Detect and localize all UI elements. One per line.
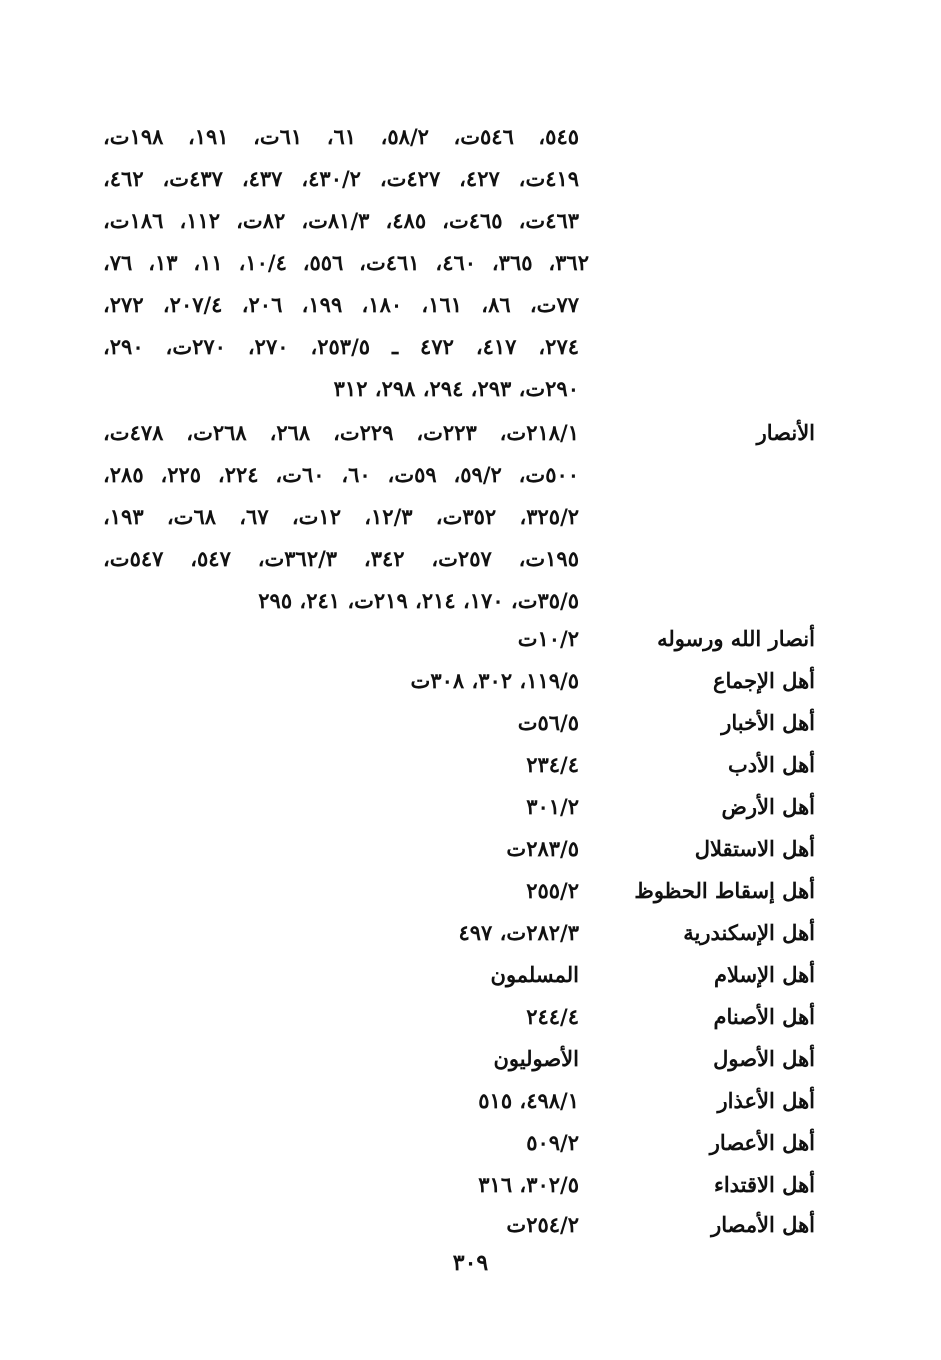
index-refs: ١٠/٢ت	[517, 626, 579, 651]
index-term: أهل إسقاط الحظوظ	[634, 878, 815, 903]
continuation-line: ٢٧٤، ٤١٧، ٤٧٢ ـ ٢٥٣/٥، ٢٧٠، ٢٧٠ت، ٢٩٠،	[103, 334, 580, 359]
continuation-line: ٥٤٥، ٥٤٦ت، ٥٨/٢، ٦١، ٦١ت، ١٩١، ١٩٨ت،	[103, 124, 580, 149]
index-refs: ٢٣٤/٤	[526, 752, 579, 777]
index-term: أهل الأخبار	[721, 710, 815, 735]
index-term: أهل الاستقلال	[694, 836, 815, 861]
continuation-line: ٢٩٠ت، ٢٩٣، ٢٩٤، ٢٩٨، ٣١٢	[333, 376, 579, 401]
index-refs: الأصوليون	[493, 1046, 579, 1071]
index-term: أهل الأعصار	[709, 1130, 815, 1155]
index-term: أهل الإسكندرية	[683, 920, 815, 945]
index-term: أهل الأرض	[721, 794, 815, 819]
ansar-refs-line: ٥٠٠ت، ٥٩/٢، ٥٩ت، ٦٠، ٦٠ت، ٢٢٤، ٢٢٥، ٢٨٥،	[103, 462, 580, 487]
index-term: أهل الأصنام	[713, 1004, 815, 1029]
index-term: أهل الأدب	[727, 752, 815, 777]
ansar-refs-line: ١٩٥ت، ٢٥٧ت، ٣٤٢، ٣٦٢/٣ت، ٥٤٧، ٥٤٧ت،	[103, 546, 579, 571]
index-refs: ٥٠٩/٢	[526, 1130, 579, 1155]
index-term: أهل الأصول	[713, 1046, 815, 1071]
index-refs: ٥٦/٥ت	[517, 710, 579, 735]
continuation-line: ٤٦٣ت، ٤٦٥ت، ٤٨٥، ٨١/٣ت، ٨٢ت، ١١٢، ١٨٦ت،	[103, 208, 580, 233]
index-refs: ٢٨٢/٣ت، ٤٩٧	[458, 920, 579, 945]
index-term: أهل الأمصار	[711, 1212, 815, 1237]
index-refs: ٢٥٥/٢	[526, 878, 579, 903]
index-refs: ٤٩٨/١، ٥١٥	[478, 1088, 579, 1113]
index-refs: ١١٩/٥، ٣٠٢، ٣٠٨ت	[410, 668, 579, 693]
index-refs: ٢٤٤/٤	[526, 1004, 579, 1029]
ansar-refs-line: ٣٢٥/٢، ٣٥٢ت، ١٢/٣، ١٢ت، ٦٧، ٦٨ت، ١٩٣،	[103, 504, 580, 529]
page-number: ٣٠٩	[452, 1250, 489, 1276]
index-term: أنصار الله ورسوله	[657, 626, 815, 651]
index-refs: ٣٠١/٢	[526, 794, 579, 819]
continuation-line: ٤١٩ت، ٤٢٧، ٤٢٧ت، ٤٣٠/٢، ٤٣٧، ٤٣٧ت، ٤٦٢،	[103, 166, 580, 191]
index-term: أهل الإسلام	[713, 962, 815, 987]
continuation-line: ٣٦٢، ٣٦٥، ٤٦٠، ٤٦١ت، ٥٥٦، ١٠/٤، ١١، ١٣، ٧٦،	[103, 250, 589, 275]
continuation-line: ٧٧ت، ٨٦، ١٦١، ١٨٠، ١٩٩، ٢٠٦، ٢٠٧/٤، ٢٧٢،	[103, 292, 580, 317]
index-refs: ٣٠٢/٥، ٣١٦	[478, 1172, 579, 1197]
index-term: أهل الأعذار	[717, 1088, 815, 1113]
ansar-refs-line: ٣٥/٥ت، ١٧٠، ٢١٤، ٢١٩ت، ٢٤١، ٢٩٥	[258, 588, 579, 613]
index-refs: ٢٥٤/٢ت	[506, 1212, 579, 1237]
ansar-refs-line: ٢١٨/١ت، ٢٢٣ت، ٢٢٩ت، ٢٦٨، ٢٦٨ت، ٤٧٨ت،	[103, 420, 579, 445]
index-term-ansar: الأنصار	[756, 420, 815, 445]
index-term: أهل الإجماع	[713, 668, 815, 693]
index-term: أهل الاقتداء	[713, 1172, 815, 1197]
index-refs: المسلمون	[490, 962, 579, 987]
index-refs: ٢٨٣/٥ت	[506, 836, 579, 861]
